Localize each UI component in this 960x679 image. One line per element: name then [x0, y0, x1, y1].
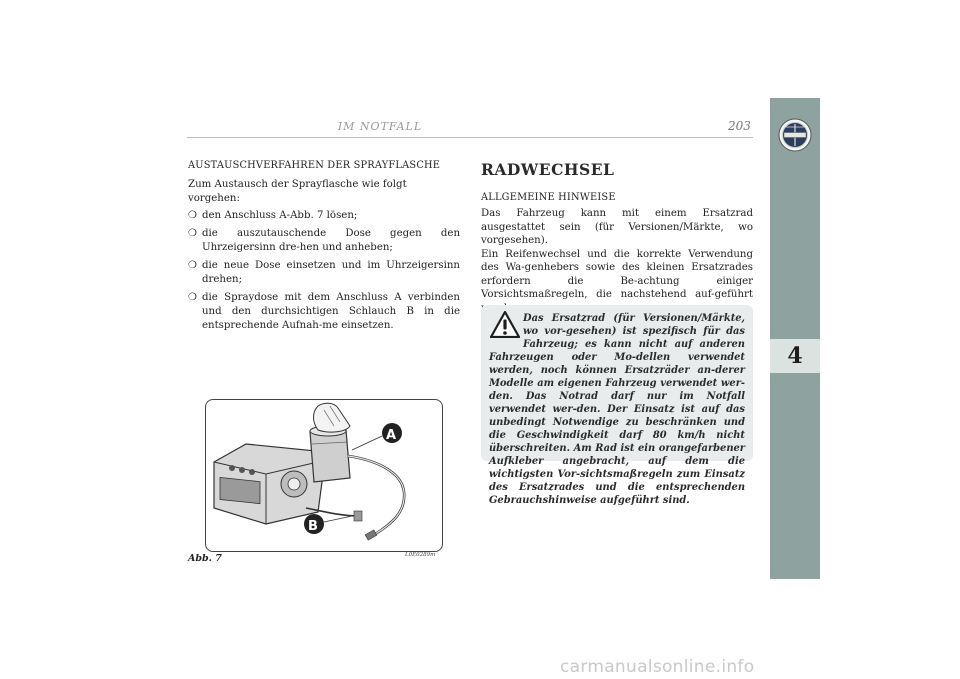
- running-header-title: IM NOTFALL: [337, 120, 423, 133]
- warning-text: Das Ersatzrad (für Versionen/Märkte, wo vor-gesehen) ist spezifisch für das Fahrzeug; es kann nicht auf anderen Fahrzeugen oder Mo-dellen verwendet werden, noch können Ersatzräder an-derer Modelle am eigenen Fahrzeug verwendet wer-den. Das Notrad darf nur im Notfall verwendet wer-den. Der Einsatz ist auf das unbedingt Notwendige zu beschränken und die Geschwindigkeit darf 80 km/h nicht überschreiten. Am Rad ist ein orangefarbener Aufkleber angebracht, auf dem die wichtigsten Vor-sichtsmaßregeln zum Einsatz des Ersatzrades und die entsprechenden Gebrauchshinweise aufgeführt sind.: [489, 313, 745, 506]
- page-number: 203: [728, 119, 751, 133]
- section-title: RADWECHSEL: [481, 160, 615, 179]
- chapter-number: 4: [787, 343, 803, 369]
- left-column: [188, 159, 460, 337]
- bullet-icon: ❍: [188, 292, 198, 303]
- right-column: [481, 160, 753, 315]
- figure-code: L0E0289m: [405, 552, 436, 558]
- section-heading: AUSTAUSCHVERFAHREN DER SPRAYFLASCHE: [188, 160, 441, 171]
- watermark-text: carmanualsonline.info: [560, 657, 755, 677]
- figure-label-a: A: [385, 428, 397, 443]
- intro-text: Zum Austausch der Sprayflasche wie folgt vorgehen:: [188, 179, 407, 204]
- figure-illustration: [205, 399, 443, 552]
- figure-label-b: B: [308, 519, 318, 534]
- figure-caption: Abb. 7: [188, 553, 222, 564]
- bullet-icon: ❍: [188, 210, 198, 221]
- header-rule: [187, 137, 753, 138]
- list-item: ❍ die Spraydose mit dem Anschluss A verbinden und den durchsichtigen Schlauch B in die entsprechende Aufnah-me einsetzen.: [188, 292, 460, 331]
- bullet-icon: ❍: [188, 260, 198, 271]
- list-item: ❍ die auszutauschende Dose gegen den Uhrzeigersinn dre-hen und anheben;: [188, 228, 460, 253]
- step-list: [188, 209, 460, 333]
- warning-text-block: [489, 312, 745, 507]
- subsection-heading: ALLGEMEINE HINWEISE: [481, 192, 616, 203]
- body-text: Das Fahrzeug kann mit einem Ersatzrad ausgestattet sein (für Versionen/Märkte, wo vorgesehen). Ein Reifenwechsel und die korrekte Verwendung des Wa-genhebers sowie des kleinen Ersatzrades erfordern die Be-achtung einiger Vorsichtsmaßregeln, die nachstehend auf-geführt: [481, 208, 753, 300]
- bullet-icon: ❍: [188, 228, 198, 239]
- lancia-logo-icon: [778, 118, 812, 152]
- list-item: ❍ den Anschluss A-Abb. 7 lösen;: [188, 210, 358, 221]
- compressor-illustration: [206, 400, 442, 551]
- list-item: ❍ die neue Dose einsetzen und im Uhrzeigersinn drehen;: [188, 260, 460, 285]
